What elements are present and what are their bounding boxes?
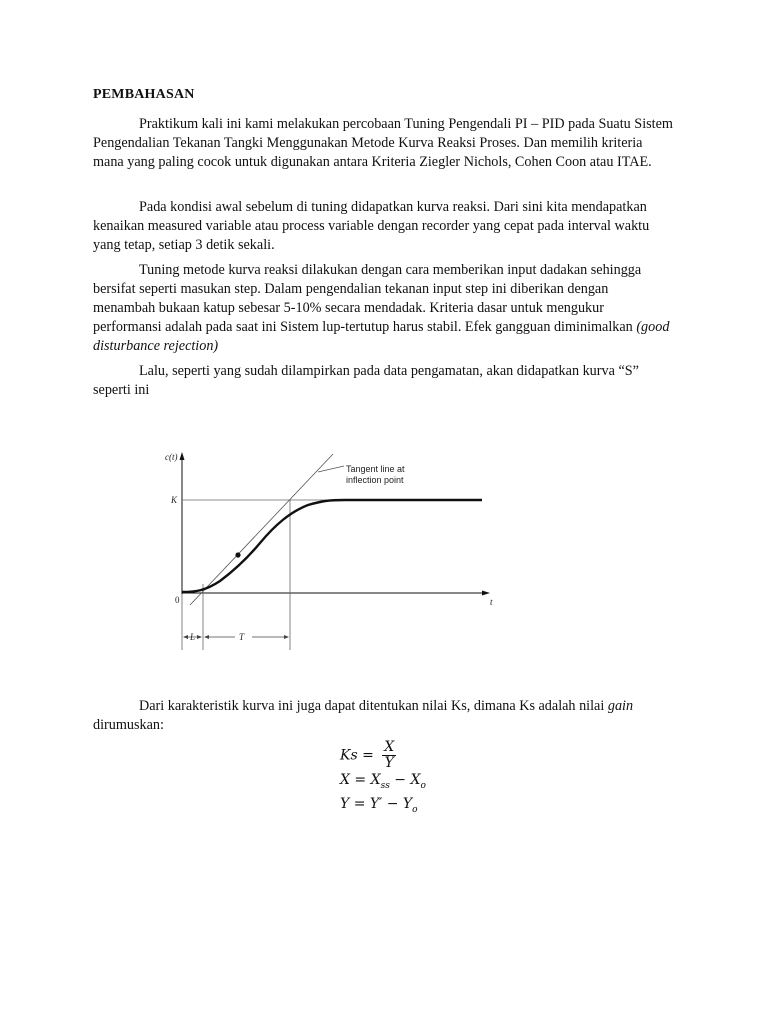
s-curve-figure (150, 444, 510, 654)
formula-x-mid: − X (389, 772, 421, 788)
formula-ks-lhs: Ks = (340, 747, 374, 764)
dead-time-arrowhead-right (197, 635, 202, 639)
x-axis-arrow (482, 591, 490, 596)
time-constant-arrowhead-right (284, 635, 289, 639)
paragraph-intro (93, 115, 673, 172)
y-axis-label: c(t) (165, 452, 178, 462)
origin-label: 0 (175, 595, 180, 605)
paragraph-intro-text: Praktikum kali ini kami melakukan percobaan Tuning Pengendali PI – PID pada Suatu Sistem Pengendalian Tekanan Tangki Menggunakan Metode Kurva Reaksi Proses. Dan memilih kriteria mana yang paling cocok untuk digunakan antara Kriteria Ziegler Nichols, Cohen Coon atau ITAE. (93, 116, 673, 170)
paragraph-tuning-method-text: Tuning metode kurva reaksi dilakukan dengan cara memberikan input dadakan sehingga bersifat seperti masukan step. Dalam pengendalian tekanan input step ini diberikan dengan menambah bukaan katup sebesar 5-10% secara mendadak. Kriteria dasar untuk mengukur performansi adalah pada saat ini Sistem lup-tertutup harus stabil. Efek gangguan diminimalkan (93, 262, 642, 335)
y-axis-arrow (180, 452, 185, 460)
formula-ks (340, 740, 426, 771)
paragraph-tuning-method-italic: (good disturbance rejection) (93, 319, 670, 354)
formula-x-lhs: X = X (340, 772, 381, 788)
tangent-label-leader (318, 466, 344, 472)
inflection-point (235, 552, 240, 557)
formula-ks-fraction (382, 740, 396, 771)
paragraph-gain-text-after: dirumuskan: (93, 717, 164, 733)
dead-time-arrowhead-left (183, 635, 188, 639)
formula-x-sub-o: o (420, 780, 426, 791)
formula-y-sub-o: o (412, 804, 418, 815)
time-constant-arrowhead-left (204, 635, 209, 639)
gain-formula (340, 740, 426, 819)
formula-x (340, 771, 426, 795)
paragraph-s-curve (93, 362, 673, 400)
x-axis-label: t (490, 597, 493, 607)
formula-y-lhs: Y = Y′ − Y (340, 795, 413, 812)
formula-ks-numerator: X (384, 739, 395, 755)
level-label: K (171, 495, 178, 505)
paragraph-gain-text: Dari karakteristik kurva ini juga dapat ditentukan nilai Ks, dimana Ks adalah nilai (139, 698, 608, 714)
tangent-line (190, 454, 333, 605)
formula-y (340, 795, 426, 819)
formula-x-sub-ss: ss (380, 780, 390, 791)
paragraph-tuning-method (93, 261, 673, 356)
formula-ks-denominator: Y (384, 755, 394, 771)
paragraph-gain-italic: gain (607, 698, 634, 714)
s-curve (182, 500, 482, 592)
tangent-label-line-1: Tangent line at (346, 464, 405, 474)
dead-time-label: L (190, 632, 196, 642)
tangent-label-line-2: inflection point (346, 475, 404, 485)
paragraph-s-curve-text: Lalu, seperti yang sudah dilampirkan pada data pengamatan, akan didapatkan kurva “S” seperti ini (93, 363, 639, 398)
paragraph-initial-condition-text: Pada kondisi awal sebelum di tuning didapatkan kurva reaksi. Dari sini kita mendapatkan kenaikan measured variable atau process variable dengan recorder yang cepat pada interval waktu yang tetap, setiap 3 detik sekali. (93, 199, 650, 253)
section-heading: PEMBAHASAN (93, 87, 195, 102)
time-constant-label: T (239, 632, 245, 642)
paragraph-gain (93, 697, 673, 735)
paragraph-initial-condition (93, 198, 673, 255)
